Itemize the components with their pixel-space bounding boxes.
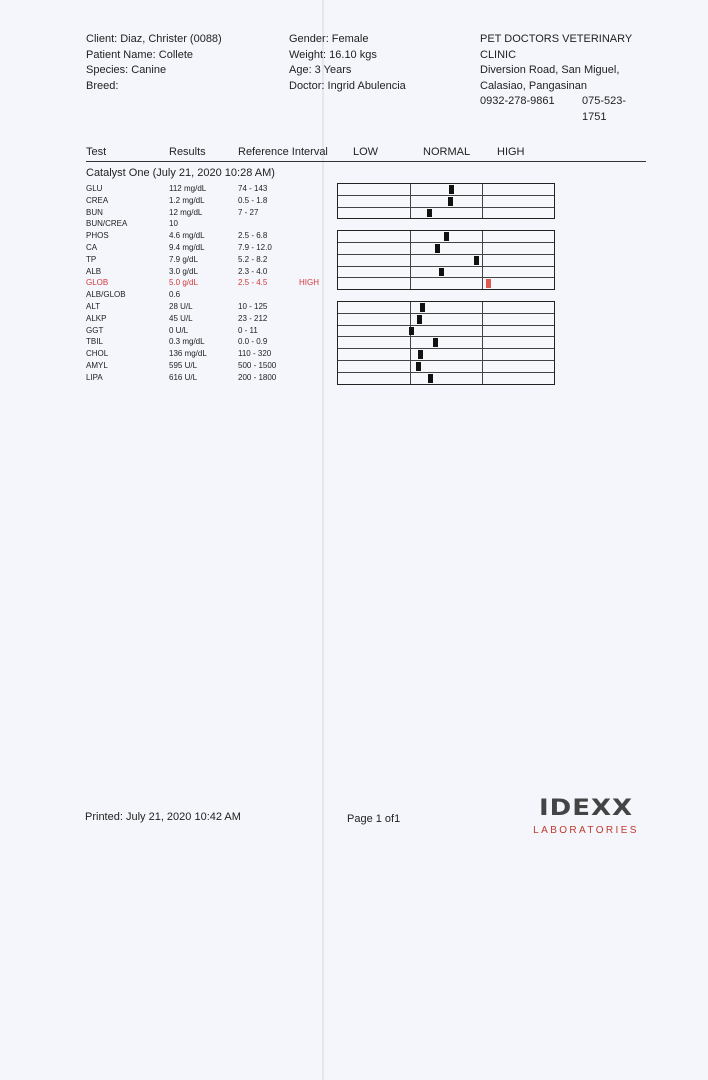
test-result: 1.2 mg/dL [169,195,205,205]
breed-line: Breed: [86,79,119,92]
test-name: GLOB [86,278,109,288]
reference-interval: 500 - 1500 [238,361,277,370]
range-graph-group [337,230,555,290]
row-divider [338,207,554,208]
test-result: 5.0 g/dL [169,278,198,288]
result-marker-alb [439,268,444,277]
test-result: 112 mg/dL [169,184,207,193]
result-marker-phos [444,232,449,241]
test-result: 4.6 mg/dL [169,231,205,241]
test-name: TBIL [86,337,103,347]
test-name: CREA [86,195,109,205]
row-divider [338,277,554,278]
test-name: CA [86,243,98,252]
result-marker-bun [427,209,432,218]
page-number: Page 1 of1 [347,813,401,825]
test-name: LIPA [86,372,103,382]
row-divider [338,336,554,337]
column-header-high: HIGH [497,146,525,158]
row-divider [338,325,554,326]
result-flag: HIGH [299,278,319,288]
clinic-name: PET DOCTORS VETERINARY CLINIC [480,33,633,61]
table-row [0,218,708,230]
range-graph-group [337,183,555,219]
test-result: 45 U/L [169,313,193,323]
result-marker-glob [486,279,491,288]
paper-fold-line [322,0,324,1080]
test-name: GLU [86,184,103,193]
column-header-reference: Reference Interval [238,146,328,158]
clinic-phones [480,94,640,125]
range-divider [410,184,411,218]
test-name: PHOS [86,231,109,241]
row-divider [338,254,554,255]
test-name: BUN/CREA [86,219,128,229]
test-name: ALB [86,266,102,276]
clinic-info-block [480,32,640,125]
test-name: TP [86,254,97,264]
patient-details-block [289,32,406,94]
result-marker-chol [418,350,423,359]
row-divider [338,195,554,196]
row-divider [338,360,554,361]
test-name: ALB/GLOB [86,290,126,300]
species-line: Species: Canine [86,64,167,76]
reference-interval: 2.5 - 4.5 [238,278,268,288]
column-header-normal: NORMAL [423,146,471,158]
reference-interval: 23 - 212 [238,313,268,323]
reference-interval: 74 - 143 [238,184,268,193]
patient-name-line: Patient Name: Collete [86,48,193,61]
test-result: 0 U/L [169,325,189,335]
result-marker-crea [448,197,453,206]
test-name: GGT [86,325,104,335]
test-name: CHOL [86,349,109,359]
patient-info-block [86,32,222,94]
test-name: BUN [86,207,103,217]
test-result: 7.9 g/dL [169,254,198,264]
column-header-results: Results [169,146,206,158]
header-rule [86,161,646,162]
client-line: Client: Diaz, Christer (0088) [86,33,222,45]
clinic-phone-1: 0932-278-9861 [480,95,555,107]
test-result: 616 U/L [169,372,198,382]
table-row [0,289,708,301]
range-divider [482,184,483,218]
result-marker-amyl [416,362,421,371]
test-name: ALT [86,302,101,311]
reference-interval: 110 - 320 [238,349,272,359]
clinic-address-line2: Calasiao, Pangasinan [480,79,588,92]
row-divider [338,348,554,349]
printed-timestamp: Printed: July 21, 2020 10:42 AM [85,811,241,823]
idexx-logo [527,795,645,836]
row-divider [338,242,554,243]
gender-line: Gender: Female [289,33,369,45]
logo-subtitle: LABORATORIES [533,825,639,836]
reference-interval: 10 - 125 [238,302,268,311]
test-result: 9.4 mg/dL [169,243,205,252]
test-name: AMYL [86,361,108,370]
row-divider [338,313,554,314]
clinic-phone-2: 075-523-1751 [582,95,627,123]
reference-interval: 0.5 - 1.8 [238,195,268,205]
range-graph-group [337,301,555,385]
column-header-low: LOW [353,146,379,158]
test-result: 0.3 mg/dL [169,337,205,347]
test-result: 595 U/L [169,361,198,370]
section-title: Catalyst One (July 21, 2020 10:28 AM) [86,167,275,179]
reference-interval: 200 - 1800 [238,372,277,382]
reference-interval: 0.0 - 0.9 [238,337,268,347]
weight-line: Weight: 16.10 kgs [289,48,377,61]
test-result: 3.0 g/dL [169,266,198,276]
logo-wordmark: IDEXX [538,795,634,821]
row-divider [338,266,554,267]
test-result: 28 U/L [169,302,193,311]
test-name: ALKP [86,313,107,323]
test-result: 10 [169,219,178,229]
result-marker-glu [449,185,454,194]
result-marker-ca [435,244,440,253]
result-marker-tbil [433,338,438,347]
result-marker-lipa [428,374,433,383]
age-line: Age: 3 Years [289,64,352,76]
result-marker-alkp [417,315,422,324]
test-result: 0.6 [169,290,181,300]
reference-interval: 7 - 27 [238,207,259,217]
test-result: 12 mg/dL [169,207,203,217]
doctor-line: Doctor: Ingrid Abulencia [289,79,406,92]
result-marker-tp [474,256,479,265]
clinic-address-line1: Diversion Road, San Miguel, [480,64,620,76]
reference-interval: 2.5 - 6.8 [238,231,268,241]
row-divider [338,372,554,373]
reference-interval: 2.3 - 4.0 [238,266,268,276]
range-divider [410,231,411,289]
column-header-test: Test [86,146,107,158]
result-marker-ggt [409,327,414,336]
reference-interval: 5.2 - 8.2 [238,254,268,264]
reference-interval: 0 - 11 [238,325,258,335]
test-result: 136 mg/dL [169,349,207,359]
result-marker-alt [420,303,425,312]
reference-interval: 7.9 - 12.0 [238,243,272,252]
range-divider [482,231,483,289]
